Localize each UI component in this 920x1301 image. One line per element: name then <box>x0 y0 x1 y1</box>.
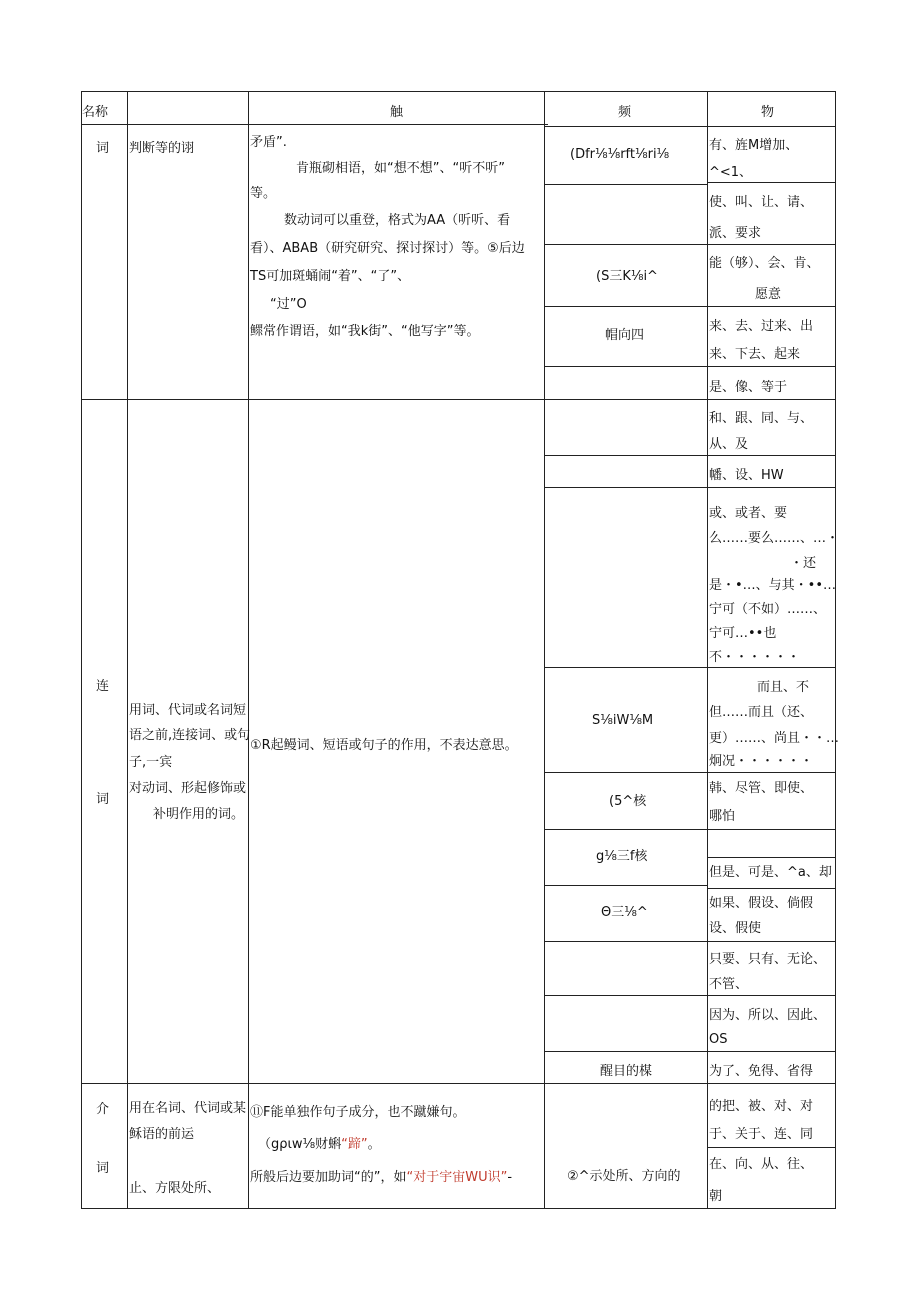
prep-body-part: - <box>507 1170 513 1185</box>
table-border <box>127 91 128 1208</box>
table-border <box>81 91 82 1208</box>
table-border <box>707 888 836 889</box>
conj-words: 或、或者、要 <box>709 506 788 521</box>
conj-desc-line: 对动词、形起修饰或 <box>129 781 247 796</box>
prep-body-highlight: “对于宇宙WU识” <box>406 1170 508 1185</box>
conj-words: 更）……、尚且・・… <box>709 731 840 746</box>
prep-body-line: ⑪F能单独作句子成分，也不蹴嫌句。 <box>250 1105 466 1120</box>
table-border <box>544 829 836 830</box>
conj-words: 只要、只有、无论、 <box>709 952 827 967</box>
conj-type: g⅛三f核 <box>596 849 648 864</box>
conj-type: (5^核 <box>609 794 647 809</box>
conj-words: 和、跟、同、与、 <box>709 411 814 426</box>
header-name: 名称 <box>82 105 109 120</box>
table-border <box>544 366 836 367</box>
verb-desc: 判断等的诩 <box>129 141 195 156</box>
verb-body-line: TS可加斑蛹闹“着”、“了”、 <box>250 269 411 284</box>
header-col4: 频 <box>618 105 632 120</box>
prep-words: 的把、被、对、对 <box>709 1099 814 1114</box>
conj-words: ・还 <box>790 556 817 571</box>
prep-body-part: （gριw⅛财蝌 <box>258 1137 342 1152</box>
prep-name-bottom: 词 <box>96 1161 110 1176</box>
conj-words: 因为、所以、因此、 <box>709 1008 827 1023</box>
verb-words: 派、要求 <box>709 226 762 241</box>
verb-body-line: 等。 <box>250 186 277 201</box>
prep-desc-line: 稣语的前运 <box>129 1127 195 1142</box>
conj-words: 为了、免得、省得 <box>709 1064 814 1079</box>
table-border <box>544 667 836 668</box>
conj-words: 宁可…••也 <box>709 626 777 641</box>
table-border <box>81 91 836 92</box>
prep-type: ②^示处所、方向的 <box>567 1169 681 1184</box>
prep-desc-line: 用在名词、代词或某 <box>129 1101 247 1116</box>
verb-words: 来、去、过来、出 <box>709 319 814 334</box>
conj-words: 韩、尽管、即使、 <box>709 781 814 796</box>
verb-body-line: “过”O <box>270 297 307 312</box>
verb-body-line: 矛盾”. <box>250 135 287 150</box>
prep-body-part: 。 <box>367 1137 381 1152</box>
conj-type: S⅛iW⅛M <box>592 713 654 728</box>
table-border <box>707 182 836 183</box>
table-border <box>544 995 836 996</box>
table-border <box>81 124 548 125</box>
conj-name-top: 连 <box>96 679 110 694</box>
table-border <box>544 941 836 942</box>
table-border <box>544 91 545 1208</box>
prep-body-highlight: “蹄” <box>341 1137 368 1152</box>
conj-desc-line: 补明作用的词。 <box>153 807 245 822</box>
prep-words: 朝 <box>709 1189 723 1204</box>
table-border <box>248 91 249 1208</box>
verb-type: 帽向四 <box>605 328 645 343</box>
verb-name: 词 <box>96 141 110 156</box>
header-col3: 触 <box>390 105 404 120</box>
conj-name-bottom: 词 <box>96 792 110 807</box>
header-col5: 物 <box>761 105 775 120</box>
conj-words: 从、及 <box>709 437 749 452</box>
table-border <box>81 399 836 400</box>
conj-words: 不・・・・・・ <box>709 650 801 665</box>
conj-words: 哪怕 <box>709 809 736 824</box>
verb-words: 来、下去、起来 <box>709 347 801 362</box>
table-border <box>544 885 707 886</box>
verb-body-line: 鳏常作谓语，如“我k街”、“他写字”等。 <box>250 324 480 339</box>
conj-words: 么……要么……、…・ <box>709 531 840 546</box>
table-border <box>81 1083 836 1084</box>
verb-words: 愿意 <box>755 287 782 302</box>
conj-words: 宁可（不如）……、 <box>709 602 827 617</box>
prep-desc-line: 止、方限处所、 <box>129 1181 221 1196</box>
verb-body-line: 看）、ABAB（研究研究、探讨探讨）等。⑤后边 <box>250 241 525 256</box>
prep-words: 于、关于、连、同 <box>709 1127 814 1142</box>
conj-body: ①R起鳗词、短语或句子的作用，不表达意思。 <box>250 738 518 753</box>
conj-words: 不管、 <box>709 977 749 992</box>
table-border <box>544 126 836 127</box>
table-border <box>835 91 836 1208</box>
verb-words: 能（够）、会、肯、 <box>709 256 820 271</box>
verb-words: 有、旌M增加、 <box>709 138 799 153</box>
conj-words: 而且、不 <box>757 680 810 695</box>
table-border <box>544 487 836 488</box>
conj-words: 但是、可是、^a、却 <box>709 865 832 880</box>
verb-words: 使、叫、让、请、 <box>709 195 814 210</box>
table-border <box>544 1051 836 1052</box>
verb-body-line: 肯瓶砌相语，如“想不想”、“听不听” <box>296 161 505 176</box>
verb-type: (Dfr⅛⅛rft⅛ri⅛ <box>570 147 670 162</box>
conj-words: 幡、设、HW <box>709 468 784 483</box>
verb-type: (S三K⅛i^ <box>596 269 658 284</box>
prep-body-part: 所般后边要加助词“的”，如 <box>250 1170 407 1185</box>
table-border <box>707 857 836 858</box>
prep-words: 在、向、从、往、 <box>709 1157 814 1172</box>
table-border <box>544 306 836 307</box>
table-border <box>544 244 836 245</box>
table-border <box>707 91 708 1208</box>
conj-words: OS <box>709 1032 728 1047</box>
verb-words: 是、像、等于 <box>709 380 788 395</box>
conj-desc-line: 用词、代词或名词短 <box>129 703 247 718</box>
prep-name-top: 介 <box>96 1102 110 1117</box>
table-border <box>544 184 707 185</box>
conj-words: 如果、假设、倘假 <box>709 896 814 911</box>
conj-type: 醒目的楳 <box>600 1064 653 1079</box>
conj-desc-line: 子,一宾 <box>129 755 173 770</box>
conj-words: 但……而且（还、 <box>709 705 814 720</box>
conj-desc-line: 语之前,连接词、或句 <box>129 728 251 743</box>
conj-words: 是・•…、与其・••… <box>709 578 837 593</box>
conj-words: 设、假使 <box>709 921 762 936</box>
verb-body-line: 数动词可以重登，格式为AA（听听、看 <box>284 213 511 228</box>
table-border <box>81 1208 836 1209</box>
conj-words: 炯况・・・・・・ <box>709 754 814 769</box>
conj-type: Θ三⅛^ <box>601 905 648 920</box>
verb-words: ^<1、 <box>709 165 753 180</box>
table-border <box>544 455 836 456</box>
table-border <box>707 1147 836 1148</box>
prep-body-line <box>250 1169 512 1187</box>
table-border <box>544 772 836 773</box>
prep-body-line <box>258 1136 381 1154</box>
